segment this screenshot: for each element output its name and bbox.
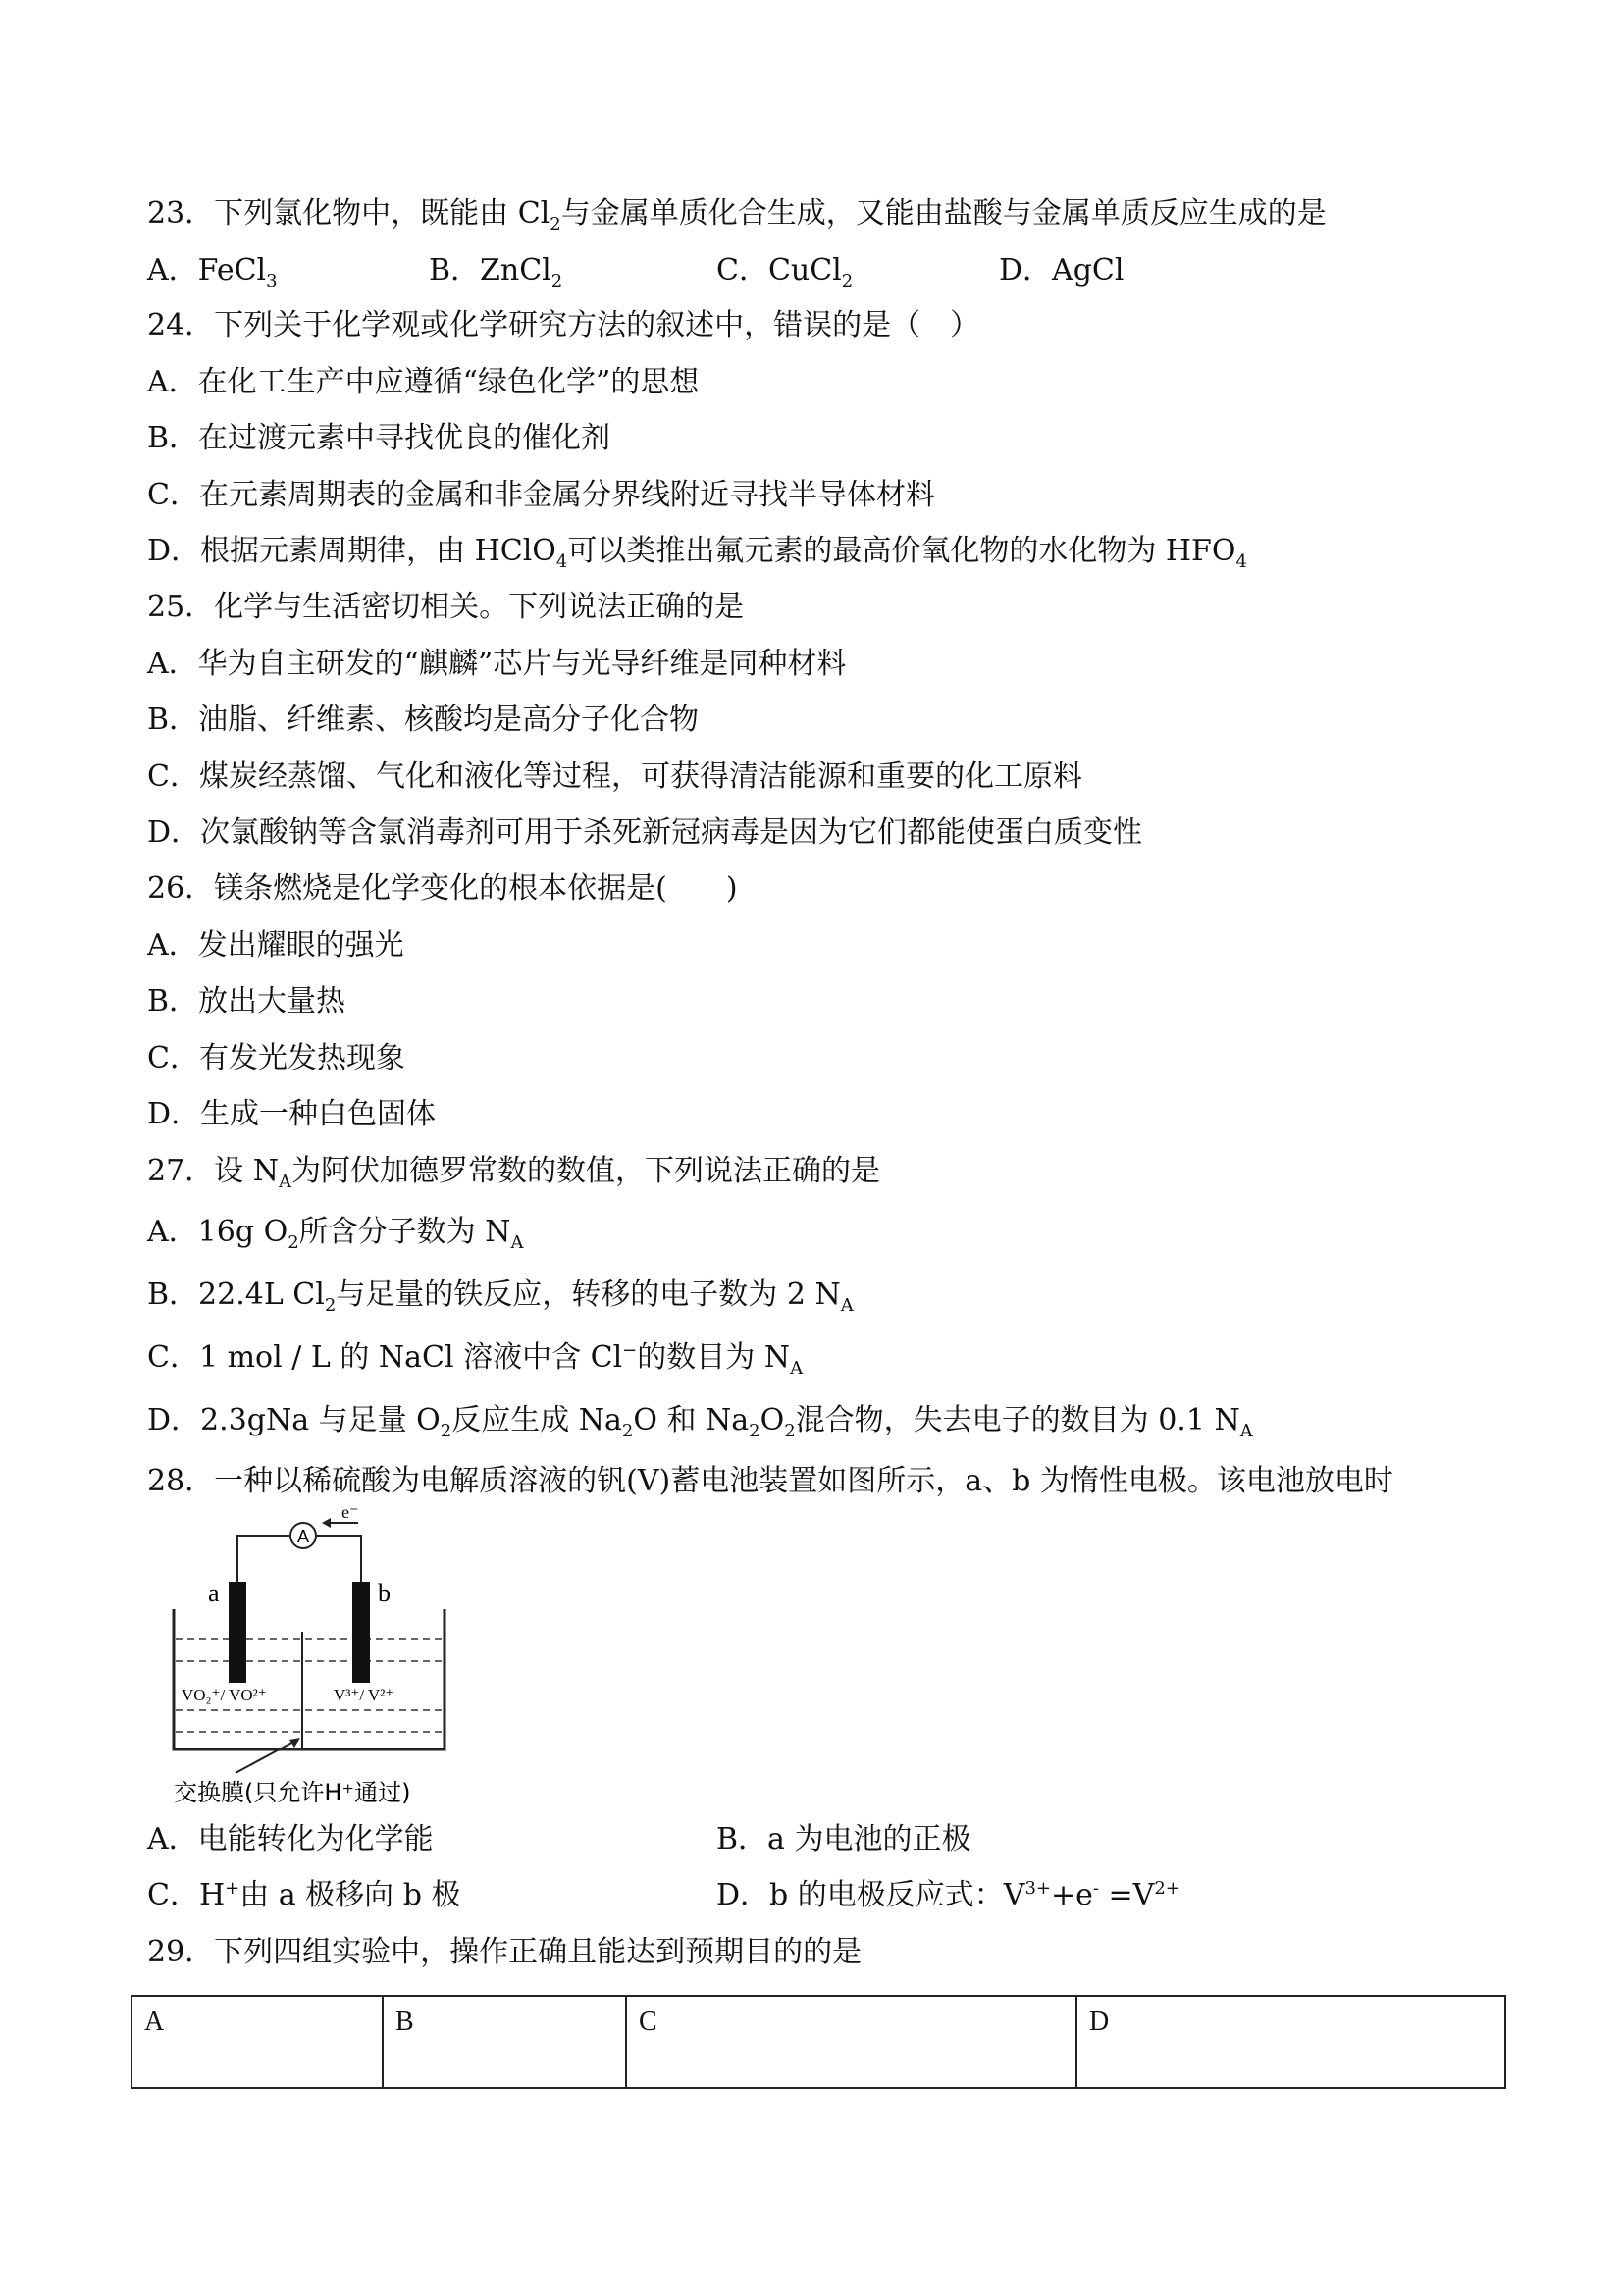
membrane-caption: 交换膜(只允许H⁺通过) [174, 1779, 411, 1806]
table-header-a: A [131, 1996, 383, 2088]
q27-option-a: A．16g $O_2$所含分子数为 $N_A$ [147, 1215, 524, 1253]
table-header-b: B [383, 1996, 626, 2088]
q25-option-c: C．煤炭经蒸馏、气化和液化等过程，可获得清洁能源和重要的化工原料 [147, 759, 1082, 794]
electrode-b-label: b [378, 1579, 391, 1607]
q28-stem: 28．一种以稀硫酸为电解质溶液的钒(V)蓄电池装置如图所示，a、b 为惰性电极。该电池放电时 [147, 1464, 1393, 1498]
q24-option-c: C．在元素周期表的金属和非金属分界线附近寻找半导体材料 [147, 478, 935, 512]
electrode-b [352, 1582, 370, 1683]
q26-option-a: A．发出耀眼的强光 [147, 928, 404, 963]
right-solution-label: V³⁺/ V²⁺ [334, 1686, 394, 1704]
q26-stem: 26．镁条燃烧是化学变化的根本依据是( ) [147, 871, 738, 906]
q26-option-c: C．有发光发热现象 [147, 1041, 405, 1075]
q23-option-b: B．ZnCl$_2$ [429, 253, 563, 291]
q25-option-a: A．华为自主研发的“麒麟”芯片与光导纤维是同种材料 [147, 647, 847, 681]
table-row [131, 1996, 1505, 2088]
table-header-d: D [1076, 1996, 1505, 2088]
q23-option-c: C．CuCl$_2$ [716, 253, 854, 291]
q28-option-d: D．b 的电极反应式：$V^{3+}+e^- =V^{2+}$ [716, 1878, 1180, 1912]
q25-option-b: B．油脂、纤维素、核酸均是高分子化合物 [147, 703, 700, 737]
q24-option-b: B．在过渡元素中寻找优良的催化剂 [147, 421, 611, 455]
electron-arrowhead [322, 1518, 331, 1528]
q24-stem: 24．下列关于化学观或化学研究方法的叙述中，错误的是（ ） [147, 308, 980, 342]
beaker [174, 1609, 445, 1749]
q27-option-d: D．2.3gNa 与足量 $O_2$反应生成 $Na_2O$ 和 $Na_2O_2$混合物，失去电子的数目为 0.1 $N_A$ [147, 1403, 1253, 1441]
ammeter-label: A [296, 1527, 310, 1546]
q29-table [131, 1995, 1506, 2089]
q24-option-d: D．根据元素周期律，由 HClO$_4$可以类推出氟元素的最高价氧化物的水化物为 $HFO_4$ [147, 534, 1247, 572]
q28-option-a: A．电能转化为化学能 [147, 1822, 434, 1856]
q27-option-b: B．22.4L $Cl_2$与足量的铁反应，转移的电子数为 2 $N_A$ [147, 1278, 854, 1316]
left-solution-label: VO₂⁺/ VO²⁺ [182, 1686, 267, 1704]
q23-option-d: D．AgCl [999, 253, 1125, 287]
q29-stem: 29．下列四组实验中，操作正确且能达到预期目的的是 [147, 1935, 863, 1969]
q26-option-d: D．生成一种白色固体 [147, 1097, 437, 1131]
table-header-c: C [626, 1996, 1076, 2088]
q25-option-d: D．次氯酸钠等含氯消毒剂可用于杀死新冠病毒是因为它们都能使蛋白质变性 [147, 815, 1143, 850]
q23-stem: 23．下列氯化物中，既能由 $Cl_2$与金属单质化合生成，又能由盐酸与金属单质反应生成的是 [147, 196, 1327, 235]
electron-label: e⁻ [341, 1502, 359, 1522]
wire-right [317, 1536, 361, 1582]
electrode-a-label: a [208, 1579, 220, 1607]
wire-left [237, 1536, 289, 1582]
q27-option-c: C．1 mol / L 的 NaCl 溶液中含 Cl−的数目为 $N_A$ [147, 1340, 804, 1379]
battery-diagram [162, 1502, 456, 1810]
q28-option-b: B．a 为电池的正极 [716, 1822, 971, 1856]
membrane-pointer [236, 1740, 297, 1773]
q27-stem: 27．设 $N_A$为阿伏加德罗常数的数值，下列说法正确的是 [147, 1154, 880, 1192]
q24-option-a: A．在化工生产中应遵循“绿色化学”的思想 [147, 365, 700, 399]
q23-option-a: A．FeCl$_3$ [147, 253, 278, 291]
electrode-a [229, 1582, 246, 1683]
q25-stem: 25．化学与生活密切相关。下列说法正确的是 [147, 590, 745, 624]
q28-option-c: C．H+由 a 极移向 b 极 [147, 1878, 461, 1912]
q26-option-b: B．放出大量热 [147, 984, 346, 1018]
